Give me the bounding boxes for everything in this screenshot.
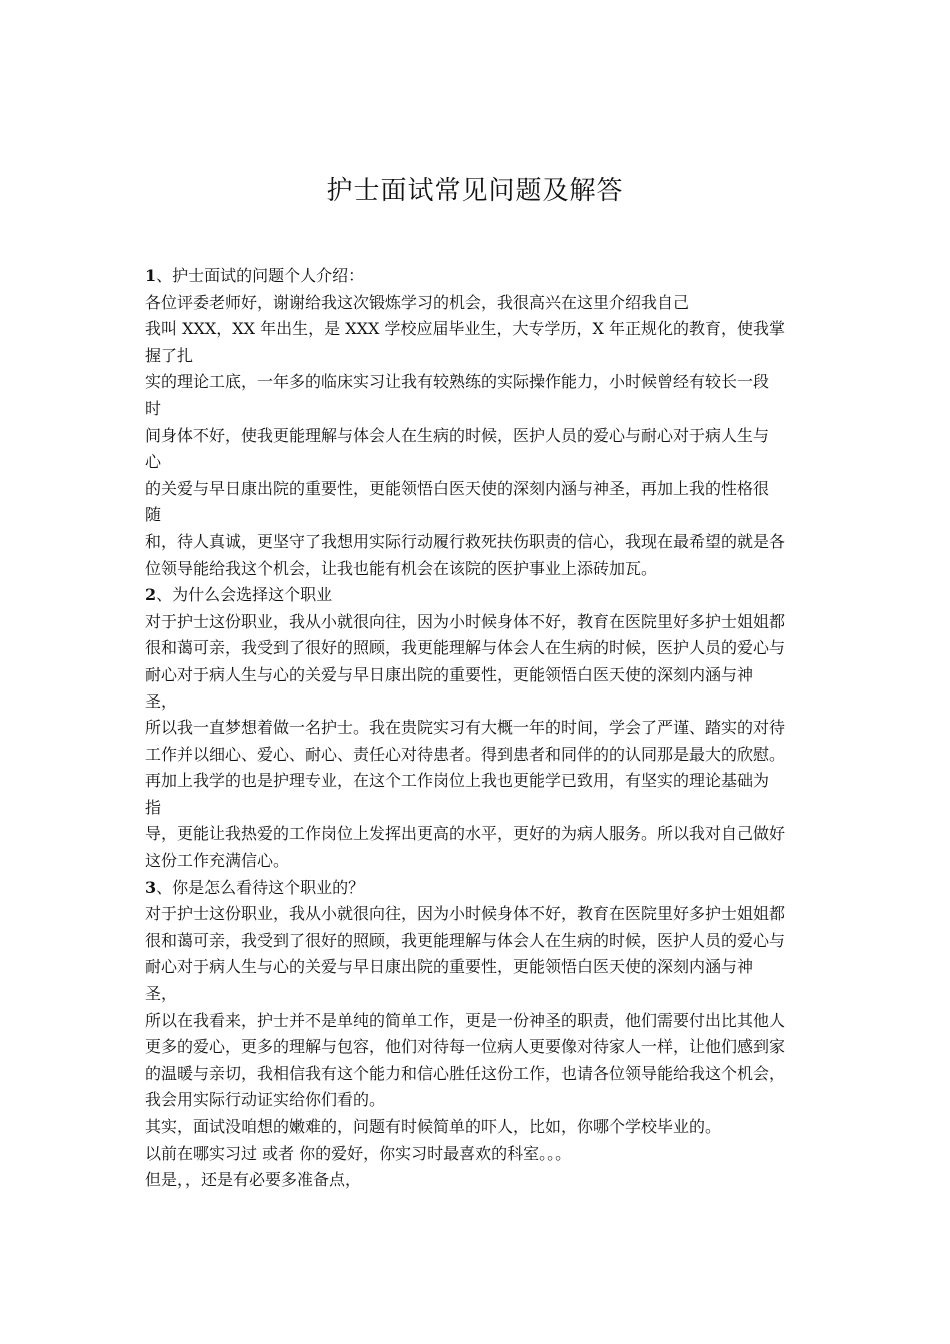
text-line: 工作并以细心、爱心、耐心、责任心对待患者。得到患者和同伴的的认同那是最大的欣慰。 [145,744,786,764]
text-line: 心 [145,452,162,472]
text-line: 指 [145,797,162,817]
text-line: 耐心对于病人生与心的关爱与早日康出院的重要性，更能领悟白医天使的深刻内涵与神 [145,664,754,684]
text-line: 位领导能给我这个机会，让我也能有机会在该院的医护事业上添砖加瓦。 [145,558,658,578]
text-line: 时 [145,398,162,418]
text-line: 握了扎 [145,345,194,365]
text-line: 我叫 XXX，XX 年出生，是 XXX 学校应届毕业生，大专学历，X 年正规化的教育，使我掌 [145,319,785,339]
question-number: 1 [145,266,157,285]
text-line: 的关爱与早日康出院的重要性，更能领悟白医天使的深刻内涵与神圣，再加上我的性格很 [145,478,770,498]
question-number: 2 [145,585,157,605]
text-line: 实的理论工底，一年多的临床实习让我有较熟练的实际操作能力，小时候曾经有较长一段 [145,372,770,392]
text-line: 2、为什么会选择这个职业 [145,585,333,605]
document-body [145,263,810,1194]
text-line: 再加上我学的也是护理专业，在这个工作岗位上我也更能学已致用，有坚实的理论基础为 [145,771,770,791]
text-line: 所以在我看来，护士并不是单纯的简单工作，更是一份神圣的职责，他们需要付出比其他人 [145,1010,786,1030]
text-line: 和，待人真诚，更坚守了我想用实际行动履行救死扶伤职责的信心，我现在最希望的就是各 [145,531,786,551]
text-line: 1、护士面试的问题个人介绍： [145,266,365,285]
text-line: 圣， [145,691,178,711]
text-line: 这份工作充满信心。 [145,851,290,871]
text-line: 的温暖与亲切，我相信我有这个能力和信心胜任这份工作，也请各位领导能给我这个机会， [145,1063,786,1083]
text-line: 更多的爱心，更多的理解与包容，他们对待每一位病人更要像对待家人一样，让他们感到家 [145,1037,786,1057]
document-title: 护士面试常见问题及解答 [326,176,624,206]
text-line: 很和蔼可亲，我受到了很好的照顾，我更能理解与体会人在生病的时候，医护人员的爱心与 [145,638,786,658]
text-line: 各位评委老师好，谢谢给我这次锻炼学习的机会，我很高兴在这里介绍我自己 [145,292,690,312]
text-line: 其实，面试没咱想的嫩难的，问题有时候简单的吓人，比如，你哪个学校毕业的。 [145,1117,722,1136]
text-line: 所以我一直梦想着做一名护士。我在贵院实习有大概一年的时间，学会了严谨、踏实的对待 [145,718,786,738]
text-line: 对于护士这份职业，我从小就很向往，因为小时候身体不好，教育在医院里好多护士姐姐都 [145,611,786,631]
text-line: 对于护士这份职业，我从小就很向往，因为小时候身体不好，教育在医院里好多护士姐姐都 [145,904,786,924]
text-line: 很和蔼可亲，我受到了很好的照顾，我更能理解与体会人在生病的时候，医护人员的爱心与 [145,930,786,950]
question-number: 3 [145,877,157,897]
text-line: 我会用实际行动证实给你们看的。 [145,1090,386,1110]
text-line: 圣， [145,984,178,1004]
text-line: 3、你是怎么看待这个职业的？ [145,877,365,897]
text-line: 间身体不好，使我更能理解与体会人在生病的时候，医护人员的爱心与耐心对于病人生与 [145,425,770,445]
text-line: 导，更能让我热爱的工作岗位上发挥出更高的水平，更好的为病人服务。所以我对自己做好 [145,824,786,844]
text-line: 耐心对于病人生与心的关爱与早日康出院的重要性，更能领悟白医天使的深刻内涵与神 [145,957,754,977]
text-line: 以前在哪实习过 或者 你的爱好，你实习时最喜欢的科室。。。 [145,1143,572,1163]
text-line: 随 [145,505,162,525]
text-line: 但是，，还是有必要多准备点， [145,1170,362,1190]
